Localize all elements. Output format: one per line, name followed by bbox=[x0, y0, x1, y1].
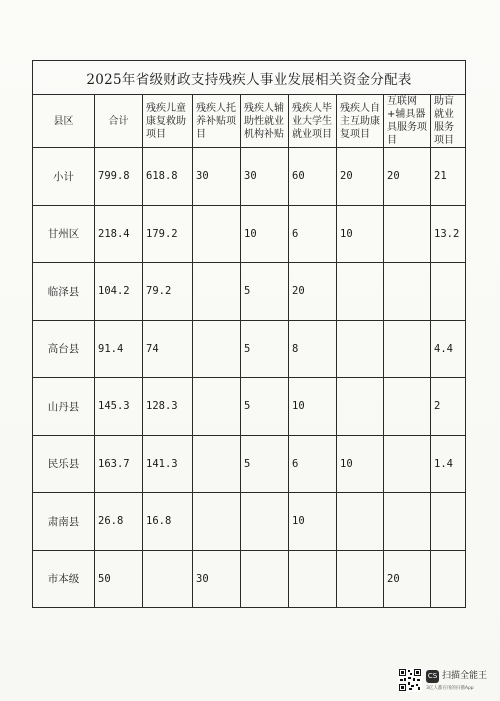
amount-cell: 10 bbox=[289, 378, 337, 436]
amount-cell bbox=[143, 550, 193, 608]
amount-cell bbox=[193, 493, 241, 551]
amount-cell: 145.3 bbox=[95, 378, 143, 436]
amount-cell bbox=[337, 550, 384, 608]
amount-cell: 163.7 bbox=[95, 435, 143, 493]
amount-cell bbox=[289, 550, 337, 608]
amount-cell bbox=[193, 435, 241, 493]
county-cell: 肃南县 bbox=[33, 493, 95, 551]
header-row bbox=[33, 95, 466, 148]
county-cell: 市本级 bbox=[33, 550, 95, 608]
amount-cell: 30 bbox=[193, 148, 241, 206]
scanner-watermark bbox=[398, 668, 498, 698]
amount-cell: 10 bbox=[241, 205, 289, 263]
amount-cell: 26.8 bbox=[95, 493, 143, 551]
table-row bbox=[33, 435, 466, 493]
amount-cell bbox=[384, 263, 431, 321]
amount-cell: 20 bbox=[384, 148, 431, 206]
amount-cell: 13.2 bbox=[431, 205, 466, 263]
amount-cell: 30 bbox=[241, 148, 289, 206]
table-row bbox=[33, 493, 466, 551]
amount-cell: 10 bbox=[289, 493, 337, 551]
amount-cell bbox=[384, 435, 431, 493]
table-body bbox=[33, 148, 466, 608]
amount-cell: 91.4 bbox=[95, 320, 143, 378]
amount-cell bbox=[384, 320, 431, 378]
table-row bbox=[33, 148, 466, 206]
column-header: 县区 bbox=[33, 95, 95, 148]
amount-cell: 6 bbox=[289, 435, 337, 493]
column-header: 助盲就业服务项目 bbox=[431, 95, 466, 148]
amount-cell bbox=[337, 493, 384, 551]
county-cell: 民乐县 bbox=[33, 435, 95, 493]
amount-cell bbox=[241, 493, 289, 551]
amount-cell bbox=[193, 320, 241, 378]
column-header: 残疾人托养补贴项目 bbox=[193, 95, 241, 148]
amount-cell bbox=[431, 493, 466, 551]
amount-cell: 10 bbox=[337, 205, 384, 263]
amount-cell: 104.2 bbox=[95, 263, 143, 321]
amount-cell bbox=[431, 550, 466, 608]
amount-cell: 618.8 bbox=[143, 148, 193, 206]
amount-cell: 20 bbox=[289, 263, 337, 321]
table-row bbox=[33, 320, 466, 378]
amount-cell: 4.4 bbox=[431, 320, 466, 378]
table-row bbox=[33, 205, 466, 263]
amount-cell: 5 bbox=[241, 320, 289, 378]
scanner-app-icon: CS bbox=[426, 670, 439, 683]
amount-cell: 128.3 bbox=[143, 378, 193, 436]
table-title: 2025年省级财政支持残疾人事业发展相关资金分配表 bbox=[33, 61, 466, 95]
amount-cell: 799.8 bbox=[95, 148, 143, 206]
scanner-app-tagline: 3亿人都在用的扫描App bbox=[426, 686, 474, 691]
county-cell: 高台县 bbox=[33, 320, 95, 378]
amount-cell: 5 bbox=[241, 435, 289, 493]
amount-cell bbox=[337, 263, 384, 321]
amount-cell bbox=[384, 493, 431, 551]
amount-cell bbox=[337, 320, 384, 378]
amount-cell bbox=[384, 205, 431, 263]
scanner-app-name: 扫描全能王 bbox=[442, 671, 488, 681]
table-row bbox=[33, 550, 466, 608]
amount-cell: 1.4 bbox=[431, 435, 466, 493]
column-header: 残疾人自主互助康复项目 bbox=[337, 95, 384, 148]
amount-cell bbox=[431, 263, 466, 321]
county-cell: 甘州区 bbox=[33, 205, 95, 263]
column-header: 互联网+辅具器具服务项目 bbox=[384, 95, 431, 148]
county-cell: 山丹县 bbox=[33, 378, 95, 436]
column-header: 合计 bbox=[95, 95, 143, 148]
amount-cell: 179.2 bbox=[143, 205, 193, 263]
qr-code-icon bbox=[398, 668, 422, 692]
amount-cell: 8 bbox=[289, 320, 337, 378]
amount-cell bbox=[384, 378, 431, 436]
table-row bbox=[33, 378, 466, 436]
amount-cell bbox=[241, 550, 289, 608]
amount-cell: 218.4 bbox=[95, 205, 143, 263]
allocation-table bbox=[32, 60, 466, 608]
amount-cell: 79.2 bbox=[143, 263, 193, 321]
amount-cell: 20 bbox=[384, 550, 431, 608]
county-cell: 小计 bbox=[33, 148, 95, 206]
table-row bbox=[33, 263, 466, 321]
amount-cell bbox=[193, 263, 241, 321]
amount-cell bbox=[193, 378, 241, 436]
amount-cell: 30 bbox=[193, 550, 241, 608]
amount-cell bbox=[193, 205, 241, 263]
amount-cell: 20 bbox=[337, 148, 384, 206]
amount-cell bbox=[337, 378, 384, 436]
amount-cell: 5 bbox=[241, 263, 289, 321]
amount-cell: 16.8 bbox=[143, 493, 193, 551]
amount-cell: 141.3 bbox=[143, 435, 193, 493]
amount-cell: 21 bbox=[431, 148, 466, 206]
column-header: 残疾人毕业大学生就业项目 bbox=[289, 95, 337, 148]
amount-cell: 50 bbox=[95, 550, 143, 608]
column-header: 残疾人辅助性就业机构补贴 bbox=[241, 95, 289, 148]
amount-cell: 10 bbox=[337, 435, 384, 493]
amount-cell: 74 bbox=[143, 320, 193, 378]
amount-cell: 2 bbox=[431, 378, 466, 436]
county-cell: 临泽县 bbox=[33, 263, 95, 321]
amount-cell: 6 bbox=[289, 205, 337, 263]
amount-cell: 5 bbox=[241, 378, 289, 436]
column-header: 残疾儿童康复救助项目 bbox=[143, 95, 193, 148]
amount-cell: 60 bbox=[289, 148, 337, 206]
